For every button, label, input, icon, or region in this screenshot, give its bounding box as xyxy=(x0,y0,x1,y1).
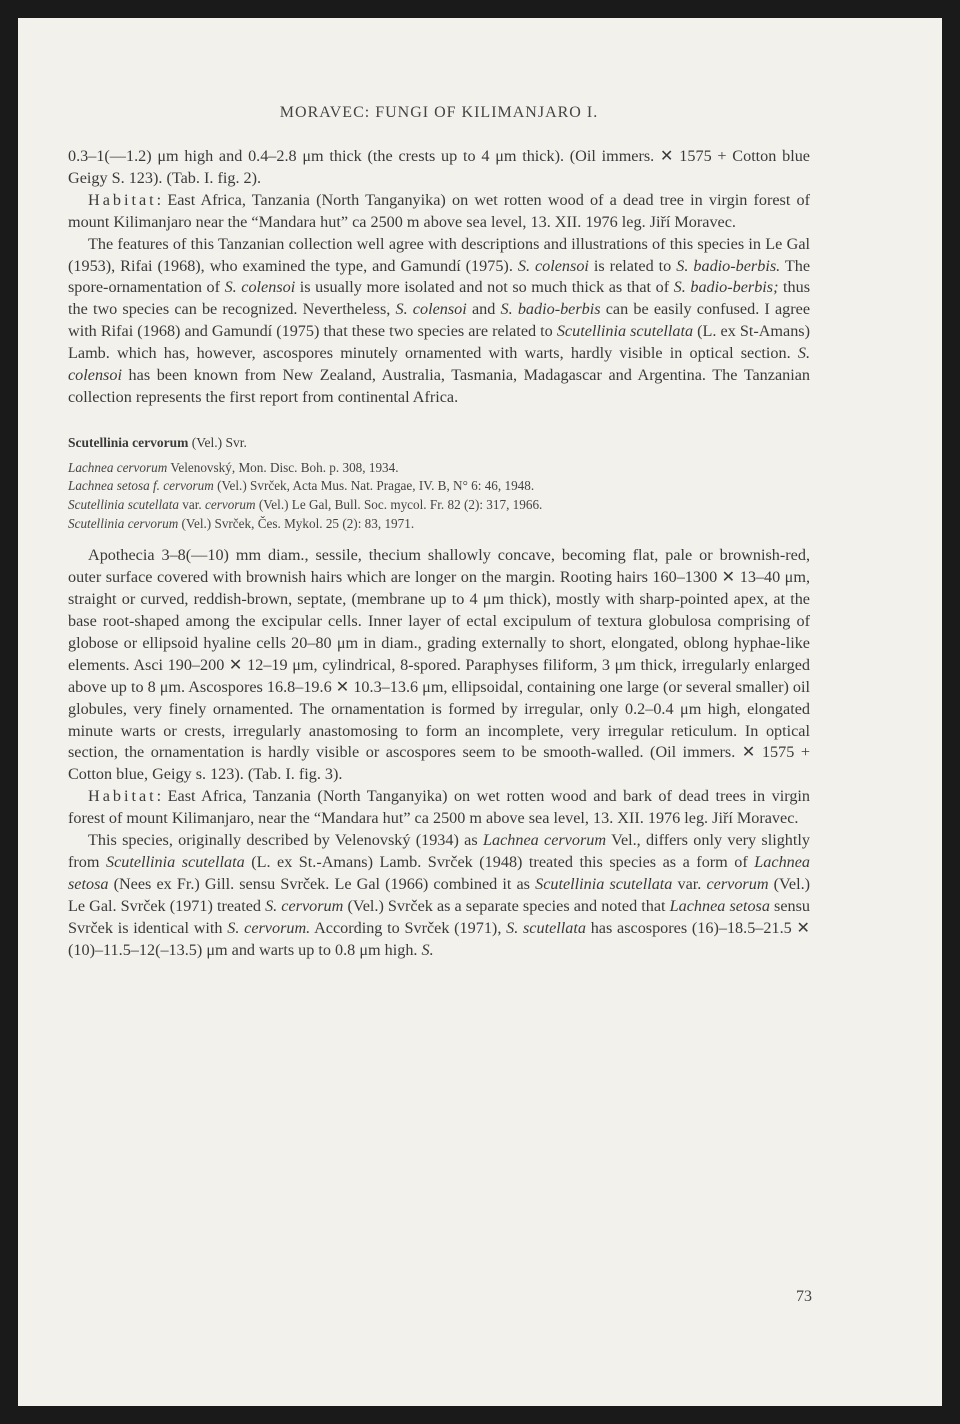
text-run: (Vel.) Le Gal. Svrček (1971) treated xyxy=(68,874,811,915)
text-run: thus the two species can be recognized. Nevertheless, xyxy=(68,278,811,319)
taxon-name: S. colensoi xyxy=(517,256,589,275)
paragraph-habitat-2 xyxy=(68,786,810,830)
text-run: Vel., differs only very slightly from xyxy=(68,831,810,871)
taxon-name: S. badio-berbis. xyxy=(676,256,781,275)
text-run: The features of this Tanzanian collection well agree with descriptions and illustrations of this species in Le Gal (1953), Rifai (1968), who examined the type, and Gamundí (1975). xyxy=(68,234,810,275)
taxon-name: S. xyxy=(421,940,434,959)
text-run: has ascospores (16)–18.5–21.5 ✕ (10)–11.5–12(–13.5) μm and warts up to 0.8 μm high. xyxy=(68,918,811,959)
habitat-text: : East Africa, Tanzania (North Tanganyika) on wet rotten wood and bark of dead trees in virgin forest of mount Kilimanjaro, near the “Mandara hut” ca 2500 m above sea level, 13. XII. 1976 leg. Jiří Moravec. xyxy=(68,787,810,828)
synonym-list xyxy=(68,459,810,533)
synonym-name: Scutellinia scutellata xyxy=(68,497,179,513)
species-name: Scutellinia cervorum xyxy=(68,434,189,450)
paragraph-spore-continued: 0.3–1(—1.2) μm high and 0.4–2.8 μm thick (the crests up to 4 μm thick). (Oil immers. ✕ 1575 + Cotton blue Geigy S. 123). (Tab. I. fig. 2). xyxy=(68,147,810,187)
text-run: is usually more isolated and not so much thick as that of xyxy=(299,278,670,297)
page-number: 73 xyxy=(796,1288,812,1305)
synonym-name: Lachnea cervorum xyxy=(68,459,168,475)
paragraph-discussion-2 xyxy=(68,830,810,961)
synonym-entry xyxy=(68,477,810,496)
text-run: var. xyxy=(677,874,702,893)
synonym-entry xyxy=(68,515,810,534)
habitat-label: Habitat xyxy=(88,190,157,209)
document-page xyxy=(18,18,942,1406)
habitat-label: Habitat xyxy=(88,787,157,806)
paragraph-discussion-1 xyxy=(68,234,810,409)
taxon-name: S. scutellata xyxy=(506,918,586,937)
text-run: (L. ex St-Amans) Lamb. which has, however, ascospores minutely ornamented with warts, hardly visible in optical section. xyxy=(68,322,810,363)
synonym-name: Lachnea setosa f. cervorum xyxy=(68,478,214,494)
text-run: is related to xyxy=(593,256,672,275)
taxon-name: Scutellinia scutellata xyxy=(535,874,673,893)
running-head: MORAVEC: FUNGI OF KILIMANJARO I. xyxy=(279,104,599,121)
article-body xyxy=(68,146,810,961)
synonym-ref: (Vel.) Le Gal, Bull. Soc. mycol. Fr. 82 (2): 317, 1966. xyxy=(258,497,543,513)
synonym-ref: (Vel.) Svrček, Čes. Mykol. 25 (2): 83, 1971. xyxy=(181,515,415,531)
paragraph-habitat-1 xyxy=(68,190,810,234)
taxon-name: Scutellinia scutellata xyxy=(556,322,694,341)
taxon-name: Lachnea cervorum xyxy=(482,831,607,850)
text-run: (L. ex St.-Amans) Lamb. Svrček (1948) treated this species as a form of xyxy=(251,852,748,871)
species-author: (Vel.) Svr. xyxy=(191,434,247,450)
text-run: This species, originally described by Velenovský (1934) as xyxy=(88,831,478,850)
taxon-name: S. colensoi xyxy=(224,278,296,297)
taxon-name: S. badio-berbis; xyxy=(673,278,779,297)
text-run: The spore-ornamentation of xyxy=(68,256,811,297)
synonym-rank: var. xyxy=(182,497,202,513)
taxon-name: cervorum xyxy=(706,874,769,893)
paragraph-description: Apothecia 3–8(—10) mm diam., sessile, thecium shallowly concave, becoming flat, pale or brownish-red, outer surface covered with brownish hairs which are longer on the margin. Rooting hairs 160–1300 ✕ 13–40 μm, straight or curved, reddish-brown, septate, (membrane up to 4 μm thick), mostly with sharp-pointed apex, at the base root-shaped among the excipular cells. Inner layer of ectal excipulum of textura globulosa comprising of globose or ellipsoid hyaline cells 20–80 μm in diam., grading externally to short, elongated, oblong hyphae-like elements. Asci 190–200 ✕ 12–19 μm, cylindrical, 8-spored. Paraphyses filiform, 3 μm thick, irregularly enlarged above up to 8 μm. Ascospores 16.8–19.6 ✕ 10.3–13.6 μm, ellipsoidal, containing one large (or several smaller) oil globules, very finely ornamented. The ornamentation is formed by irregular, only 0.2–0.4 μm high, elongated minute warts or crests, irregularly anastomosing to form an incomplete, very irregular reticulum. In optical section, the ornamentation is hardly visible or ascospores seem to be smooth-walled. (Oil immers. ✕ 1575 + Cotton blue, Geigy s. 123). (Tab. I. fig. 3). xyxy=(68,546,810,784)
taxon-name: Lachnea setosa xyxy=(669,896,770,915)
synonym-entry xyxy=(68,496,810,515)
taxon-name: S. cervorum xyxy=(265,896,344,915)
synonym-ref: (Vel.) Svrček, Acta Mus. Nat. Pragae, IV. B, N° 6: 46, 1948. xyxy=(217,478,535,494)
synonym-entry xyxy=(68,459,810,478)
taxon-name: S. colensoi xyxy=(68,344,810,385)
taxon-name: S. cervorum. xyxy=(227,918,311,937)
synonym-ref: Velenovský, Mon. Disc. Boh. p. 308, 1934. xyxy=(170,459,399,475)
text-run: According to Svrček (1971), xyxy=(314,918,502,937)
text-run: and xyxy=(471,300,496,319)
text-run: can be easily confused. I agree with Rifai (1968) and Gamundí (1975) that these two species are related to xyxy=(68,300,811,341)
synonym-epithet: cervorum xyxy=(205,497,256,513)
text-run: has been known from New Zealand, Australia, Tasmania, Madagascar and Argentina. The Tanzanian collection represents the first report from continental Africa. xyxy=(68,366,811,406)
synonym-name: Scutellinia cervorum xyxy=(68,515,179,531)
species-heading xyxy=(68,433,810,453)
taxon-name: S. colensoi xyxy=(395,300,467,319)
text-run: (Vel.) Svrček as a separate species and noted that xyxy=(347,896,666,915)
taxon-name: S. badio-berbis xyxy=(500,300,601,319)
text-run: (Nees ex Fr.) Gill. sensu Svrček. Le Gal (1966) combined it as xyxy=(113,874,530,893)
habitat-text: : East Africa, Tanzania (North Tanganyika) on wet rotten wood of a dead tree in virgin forest of mount Kilimanjaro near the “Mandara hut” ca 2500 m above sea level, 13. XII. 1976 leg. Jiří Moravec. xyxy=(68,190,810,231)
text-run: sensu Svrček is identical with xyxy=(68,896,811,937)
taxon-name: Scutellinia scutellata xyxy=(105,852,245,871)
taxon-name: Lachnea setosa xyxy=(68,852,811,893)
